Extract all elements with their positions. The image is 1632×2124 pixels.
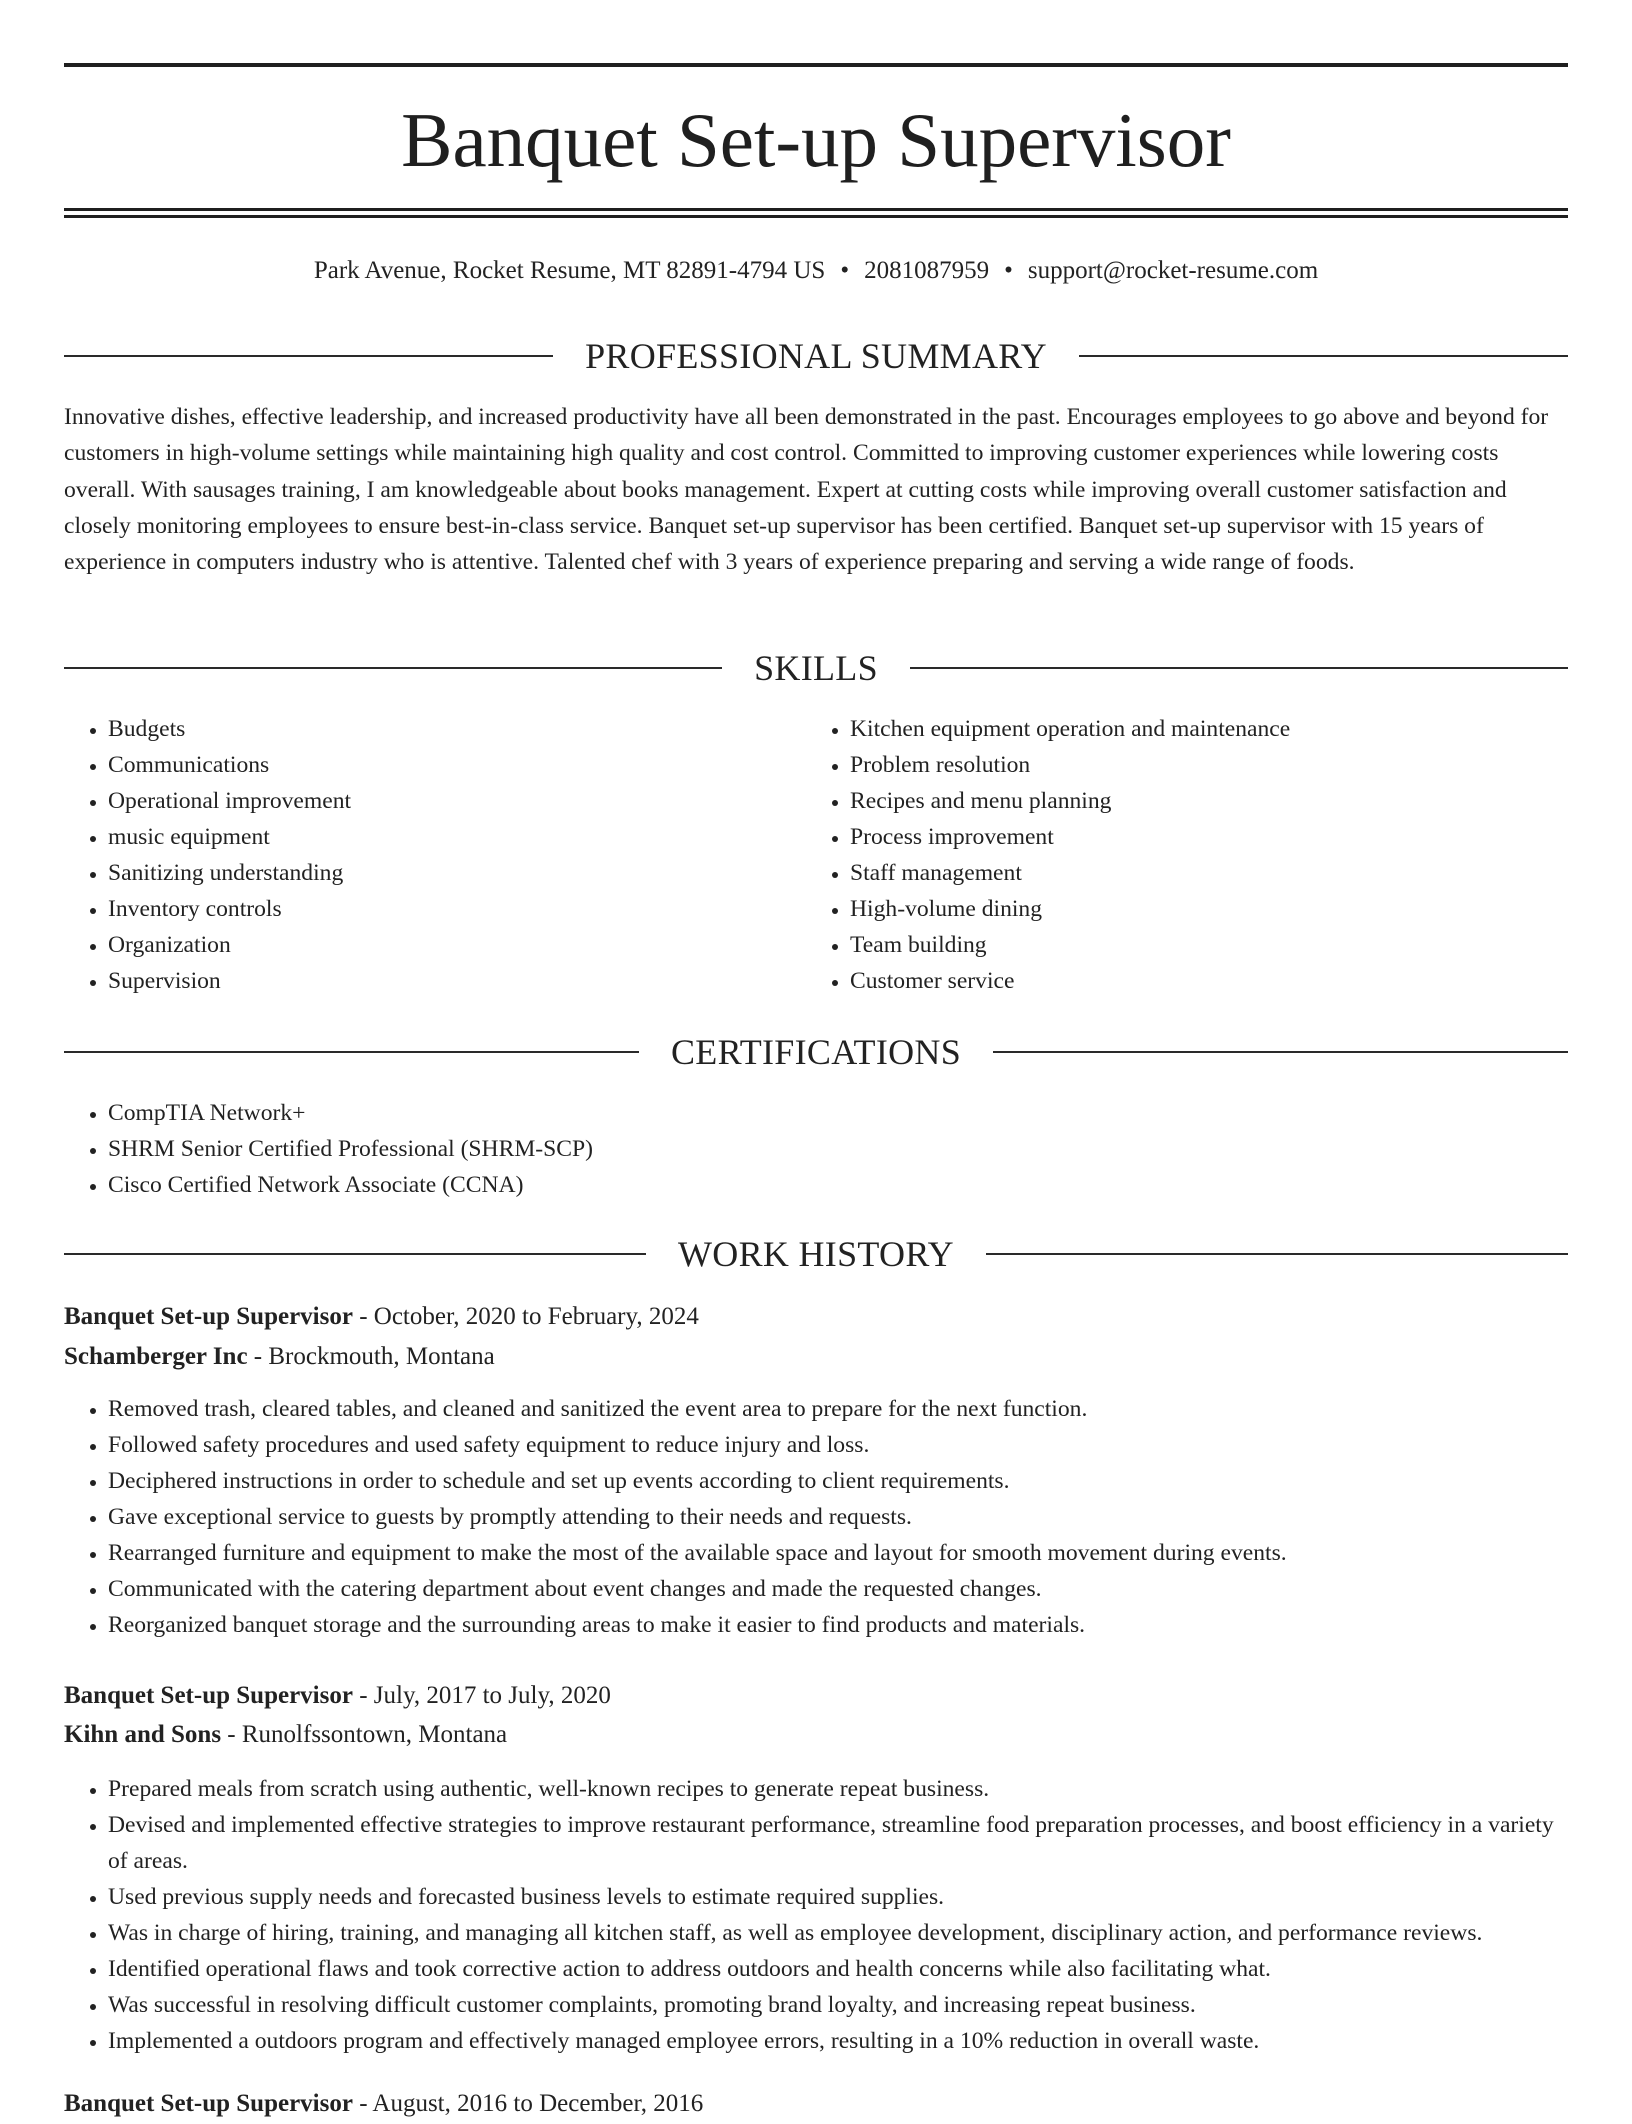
job-bullet: • Rearranged furniture and equipment to make the most of the available space and layout for smooth movement during events. bbox=[108, 1535, 1568, 1571]
job-bullet: • Devised and implemented effective strategies to improve restaurant performance, streamline food preparation processes, and boost efficiency in a variety of areas. bbox=[108, 1807, 1568, 1879]
skill-item: • Customer service bbox=[850, 963, 1526, 999]
certification-item: • SHRM Senior Certified Professional (SHRM-SCP) bbox=[108, 1131, 1568, 1167]
job-title: Banquet Set-up Supervisor bbox=[64, 1682, 353, 1709]
heading-rule-left bbox=[64, 355, 553, 357]
heading-rule-right bbox=[910, 667, 1568, 669]
certifications-list bbox=[64, 1095, 1568, 1203]
heading-rule-right bbox=[993, 1051, 1568, 1053]
skill-item: • Operational improvement bbox=[108, 783, 784, 819]
heading-rule-left bbox=[64, 1051, 639, 1053]
job-dates: - October, 2020 to February, 2024 bbox=[352, 1303, 699, 1330]
skill-item: • Staff management bbox=[850, 855, 1526, 891]
work-history-heading bbox=[64, 1232, 1568, 1276]
skill-item: • Team building bbox=[850, 927, 1526, 963]
skill-item: • High-volume dining bbox=[850, 891, 1526, 927]
certification-item: • CompTIA Network+ bbox=[108, 1095, 1568, 1131]
contact-email: support@rocket-resume.com bbox=[1027, 257, 1319, 284]
job-bullet: • Communicated with the catering department about event changes and made the requested changes. bbox=[108, 1571, 1568, 1607]
job-bullet: • Prepared meals from scratch using authentic, well-known recipes to generate repeat business. bbox=[108, 1771, 1568, 1807]
skills-column-left bbox=[64, 711, 784, 999]
skill-item: • music equipment bbox=[108, 819, 784, 855]
heading-rule-right bbox=[1079, 355, 1568, 357]
resume-name: Banquet Set-up Supervisor bbox=[401, 97, 1231, 183]
certifications-heading-text: CERTIFICATIONS bbox=[670, 1032, 962, 1072]
job-bullet-list bbox=[64, 1391, 1568, 1643]
header-double-rule-lower bbox=[64, 215, 1568, 218]
skills-heading bbox=[64, 646, 1568, 690]
job-dates: - August, 2016 to December, 2016 bbox=[352, 2090, 704, 2117]
skill-item: • Kitchen equipment operation and maintenance bbox=[850, 711, 1526, 747]
job-title-line bbox=[64, 2084, 1568, 2124]
job-company-line bbox=[64, 1715, 1568, 1755]
job-title-line bbox=[64, 1676, 1568, 1716]
job-title: Banquet Set-up Supervisor bbox=[64, 1303, 353, 1330]
certifications-block bbox=[64, 1095, 1568, 1203]
job-bullet: • Implemented a outdoors program and effectively managed employee errors, resulting in a 10% reduction in overall waste. bbox=[108, 2023, 1568, 2059]
contact-phone: 2081087959 bbox=[864, 257, 990, 284]
skill-item: • Sanitizing understanding bbox=[108, 855, 784, 891]
contact-separator: • bbox=[1004, 257, 1013, 284]
skill-item: • Supervision bbox=[108, 963, 784, 999]
skill-item: • Process improvement bbox=[850, 819, 1526, 855]
skills-list-right bbox=[806, 711, 1526, 999]
skill-item: • Recipes and menu planning bbox=[850, 783, 1526, 819]
certifications-heading bbox=[64, 1030, 1568, 1074]
job-bullet: • Was in charge of hiring, training, and managing all kitchen staff, as well as employee development, disciplinary action, and performance reviews. bbox=[108, 1915, 1568, 1951]
heading-rule-right bbox=[986, 1253, 1568, 1255]
skill-item: • Organization bbox=[108, 927, 784, 963]
skill-item: • Problem resolution bbox=[850, 747, 1526, 783]
job-company: Schamberger Inc bbox=[64, 1343, 248, 1370]
skill-item: • Inventory controls bbox=[108, 891, 784, 927]
job-company-line bbox=[64, 1337, 1568, 1377]
summary-text: Innovative dishes, effective leadership, and increased productivity have all been demonstrated in the past. Encourages employees to go above and beyond for customers in high-volume settings while maintaining high quality and cost control. Committed to improving customer experiences while lowering costs overall. With sausages training, I am knowledgeable about books management. Expert at cutting costs while improving overall customer satisfaction and closely monitoring employees to ensure best-in-class service. Banquet set-up supervisor has been certified. Banquet set-up supervisor with 15 years of experience in computers industry who is attentive. Talented chef with 3 years of experience preparing and serving a wide range of foods. bbox=[64, 404, 1549, 576]
job-dates: - July, 2017 to July, 2020 bbox=[352, 1682, 611, 1709]
job-bullets bbox=[64, 1771, 1568, 2059]
job-bullet: • Removed trash, cleared tables, and cleaned and sanitized the event area to prepare for the next function. bbox=[108, 1391, 1568, 1427]
job-bullet: • Identified operational flaws and took corrective action to address outdoors and health concerns while also facilitating what. bbox=[108, 1951, 1568, 1987]
contact-address: Park Avenue, Rocket Resume, MT 82891-4794 US bbox=[313, 257, 826, 284]
job-bullet: • Gave exceptional service to guests by promptly attending to their needs and requests. bbox=[108, 1499, 1568, 1535]
certification-item: • Cisco Certified Network Associate (CCNA) bbox=[108, 1167, 1568, 1203]
job-bullet: • Deciphered instructions in order to schedule and set up events according to client requirements. bbox=[108, 1463, 1568, 1499]
job-title: Banquet Set-up Supervisor bbox=[64, 2090, 353, 2117]
job-company: Kihn and Sons bbox=[64, 1721, 222, 1748]
job-bullet: • Used previous supply needs and forecasted business levels to estimate required supplies. bbox=[108, 1879, 1568, 1915]
skills-heading-text: SKILLS bbox=[754, 648, 878, 688]
job-bullet-list bbox=[64, 1771, 1568, 2059]
header-top-rule bbox=[64, 63, 1568, 67]
skill-item: • Budgets bbox=[108, 711, 784, 747]
skills-list-left bbox=[64, 711, 784, 999]
job-bullet: • Followed safety procedures and used safety equipment to reduce injury and loss. bbox=[108, 1427, 1568, 1463]
job-location: - Brockmouth, Montana bbox=[247, 1343, 495, 1370]
job-bullet: • Reorganized banquet storage and the surrounding areas to make it easier to find products and materials. bbox=[108, 1607, 1568, 1643]
job-title-line bbox=[64, 1297, 1568, 1337]
contact-separator: • bbox=[840, 257, 850, 284]
work-history-heading-text: WORK HISTORY bbox=[678, 1234, 954, 1274]
skill-item: • Communications bbox=[108, 747, 784, 783]
summary-heading bbox=[64, 334, 1568, 378]
job-location: - Runolfssontown, Montana bbox=[221, 1721, 508, 1748]
heading-rule-left bbox=[64, 667, 722, 669]
job-bullet: • Was successful in resolving difficult customer complaints, promoting brand loyalty, and increasing repeat business. bbox=[108, 1987, 1568, 2023]
contact-line bbox=[64, 253, 1568, 289]
header-double-rule-upper bbox=[64, 208, 1568, 211]
heading-rule-left bbox=[64, 1253, 646, 1255]
skills-column-right bbox=[806, 711, 1526, 999]
summary-heading-text: PROFESSIONAL SUMMARY bbox=[585, 336, 1047, 376]
job-bullets bbox=[64, 1391, 1568, 1643]
